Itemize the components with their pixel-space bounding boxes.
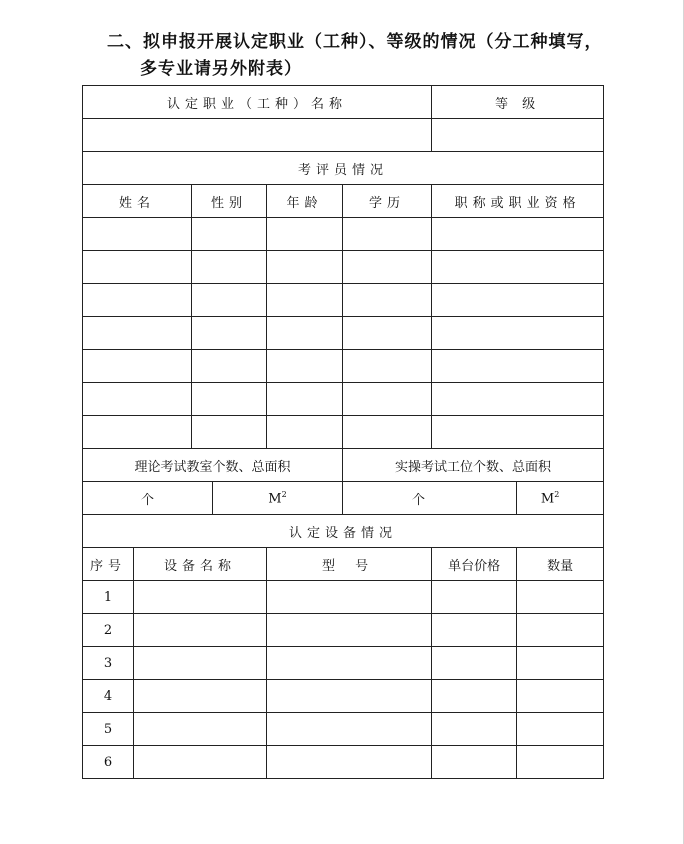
occupation-name-cell[interactable] — [83, 119, 432, 152]
col-education: 学历 — [343, 185, 432, 218]
examiner-qualification-cell[interactable] — [432, 416, 604, 449]
col-serial-no: 序号 — [83, 548, 134, 581]
col-age: 年龄 — [267, 185, 343, 218]
equipment-quantity-cell[interactable] — [517, 746, 604, 779]
equipment-name-cell[interactable] — [134, 581, 267, 614]
occupation-header-row — [83, 86, 604, 119]
equipment-row — [83, 614, 604, 647]
equipment-model-cell[interactable] — [267, 713, 432, 746]
equipment-price-cell[interactable] — [432, 746, 517, 779]
examiner-row — [83, 218, 604, 251]
examiner-row — [83, 383, 604, 416]
examiner-qualification-cell[interactable] — [432, 383, 604, 416]
theory-room-count-cell[interactable] — [83, 482, 213, 515]
section-heading — [107, 29, 667, 83]
equipment-row — [83, 581, 604, 614]
examiner-gender-cell[interactable] — [192, 284, 267, 317]
examiner-education-cell[interactable] — [343, 350, 432, 383]
serial-number: 5 — [83, 713, 134, 746]
equipment-model-cell[interactable] — [267, 647, 432, 680]
col-name: 姓名 — [83, 185, 192, 218]
examiner-name-cell[interactable] — [83, 218, 192, 251]
col-unit-price: 单台价格 — [432, 548, 517, 581]
equipment-quantity-cell[interactable] — [517, 647, 604, 680]
examiners-header-row — [83, 185, 604, 218]
examiner-gender-cell[interactable] — [192, 416, 267, 449]
equipment-name-cell[interactable] — [134, 746, 267, 779]
application-form-table — [82, 85, 604, 779]
examiner-name-cell[interactable] — [83, 317, 192, 350]
examiner-qualification-cell[interactable] — [432, 218, 604, 251]
equipment-model-cell[interactable] — [267, 614, 432, 647]
examiner-gender-cell[interactable] — [192, 350, 267, 383]
equipment-row — [83, 713, 604, 746]
level-header: 等 级 — [432, 86, 604, 119]
examiners-title-row — [83, 152, 604, 185]
col-quantity: 数量 — [517, 548, 604, 581]
examiner-qualification-cell[interactable] — [432, 317, 604, 350]
rooms-input-row — [83, 482, 604, 515]
theory-room-area-cell[interactable] — [213, 482, 343, 515]
serial-number: 2 — [83, 614, 134, 647]
theory-room-label: 理论考试教室个数、总面积 — [83, 449, 343, 482]
examiner-name-cell[interactable] — [83, 416, 192, 449]
serial-number: 1 — [83, 581, 134, 614]
examiners-title: 考评员情况 — [83, 152, 604, 185]
col-equipment-name: 设备名称 — [134, 548, 267, 581]
col-title-qualification: 职称或职业资格 — [432, 185, 604, 218]
equipment-price-cell[interactable] — [432, 581, 517, 614]
rooms-header-row — [83, 449, 604, 482]
serial-number: 3 — [83, 647, 134, 680]
examiner-education-cell[interactable] — [343, 317, 432, 350]
equipment-quantity-cell[interactable] — [517, 581, 604, 614]
examiner-qualification-cell[interactable] — [432, 350, 604, 383]
equipment-quantity-cell[interactable] — [517, 680, 604, 713]
examiner-name-cell[interactable] — [83, 350, 192, 383]
examiner-education-cell[interactable] — [343, 416, 432, 449]
examiner-row — [83, 284, 604, 317]
examiner-gender-cell[interactable] — [192, 218, 267, 251]
equipment-name-cell[interactable] — [134, 647, 267, 680]
examiner-age-cell[interactable] — [267, 416, 343, 449]
equipment-row — [83, 647, 604, 680]
equipment-price-cell[interactable] — [432, 647, 517, 680]
serial-number: 4 — [83, 680, 134, 713]
examiner-age-cell[interactable] — [267, 350, 343, 383]
examiner-row — [83, 350, 604, 383]
examiner-gender-cell[interactable] — [192, 383, 267, 416]
unit-count-label: 个 — [140, 492, 154, 508]
unit-count-label: 个 — [412, 492, 426, 508]
equipment-quantity-cell[interactable] — [517, 713, 604, 746]
examiner-row — [83, 317, 604, 350]
examiner-gender-cell[interactable] — [192, 251, 267, 284]
examiner-education-cell[interactable] — [343, 251, 432, 284]
examiner-age-cell[interactable] — [267, 383, 343, 416]
equipment-model-cell[interactable] — [267, 680, 432, 713]
equipment-row — [83, 746, 604, 779]
unit-area-superscript: 2 — [281, 489, 287, 499]
equipment-row — [83, 680, 604, 713]
col-model: 型 号 — [267, 548, 432, 581]
practical-station-label: 实操考试工位个数、总面积 — [343, 449, 604, 482]
examiner-age-cell[interactable] — [267, 251, 343, 284]
occupation-input-row — [83, 119, 604, 152]
equipment-price-cell[interactable] — [432, 614, 517, 647]
examiner-row — [83, 416, 604, 449]
level-cell[interactable] — [432, 119, 604, 152]
equipment-name-cell[interactable] — [134, 713, 267, 746]
heading-line-1: 二、拟申报开展认定职业（工种）、等级的情况（分工种填写， — [107, 32, 603, 52]
equipment-model-cell[interactable] — [267, 581, 432, 614]
equipment-quantity-cell[interactable] — [517, 614, 604, 647]
examiner-qualification-cell[interactable] — [432, 284, 604, 317]
examiner-gender-cell[interactable] — [192, 317, 267, 350]
equipment-model-cell[interactable] — [267, 746, 432, 779]
serial-number: 6 — [83, 746, 134, 779]
examiner-age-cell[interactable] — [267, 284, 343, 317]
equipment-header-row — [83, 548, 604, 581]
examiner-education-cell[interactable] — [343, 218, 432, 251]
heading-line-2: 多专业请另外附表） — [140, 59, 302, 79]
col-gender: 性别 — [192, 185, 267, 218]
examiner-name-cell[interactable] — [83, 383, 192, 416]
equipment-name-cell[interactable] — [134, 614, 267, 647]
examiner-education-cell[interactable] — [343, 284, 432, 317]
examiner-age-cell[interactable] — [267, 218, 343, 251]
examiner-name-cell[interactable] — [83, 284, 192, 317]
examiner-name-cell[interactable] — [83, 251, 192, 284]
practical-station-area-cell[interactable] — [517, 482, 604, 515]
equipment-title: 认定设备情况 — [83, 515, 604, 548]
practical-station-count-cell[interactable] — [343, 482, 517, 515]
equipment-title-row — [83, 515, 604, 548]
equipment-name-cell[interactable] — [134, 680, 267, 713]
unit-area-label: M — [540, 491, 555, 507]
equipment-price-cell[interactable] — [432, 680, 517, 713]
occupation-name-header: 认定职业（工种）名称 — [83, 86, 432, 119]
examiner-education-cell[interactable] — [343, 383, 432, 416]
unit-area-label: M — [268, 491, 282, 507]
equipment-price-cell[interactable] — [432, 713, 517, 746]
examiner-age-cell[interactable] — [267, 317, 343, 350]
examiner-qualification-cell[interactable] — [432, 251, 604, 284]
unit-area-superscript: 2 — [554, 489, 560, 499]
examiner-row — [83, 251, 604, 284]
